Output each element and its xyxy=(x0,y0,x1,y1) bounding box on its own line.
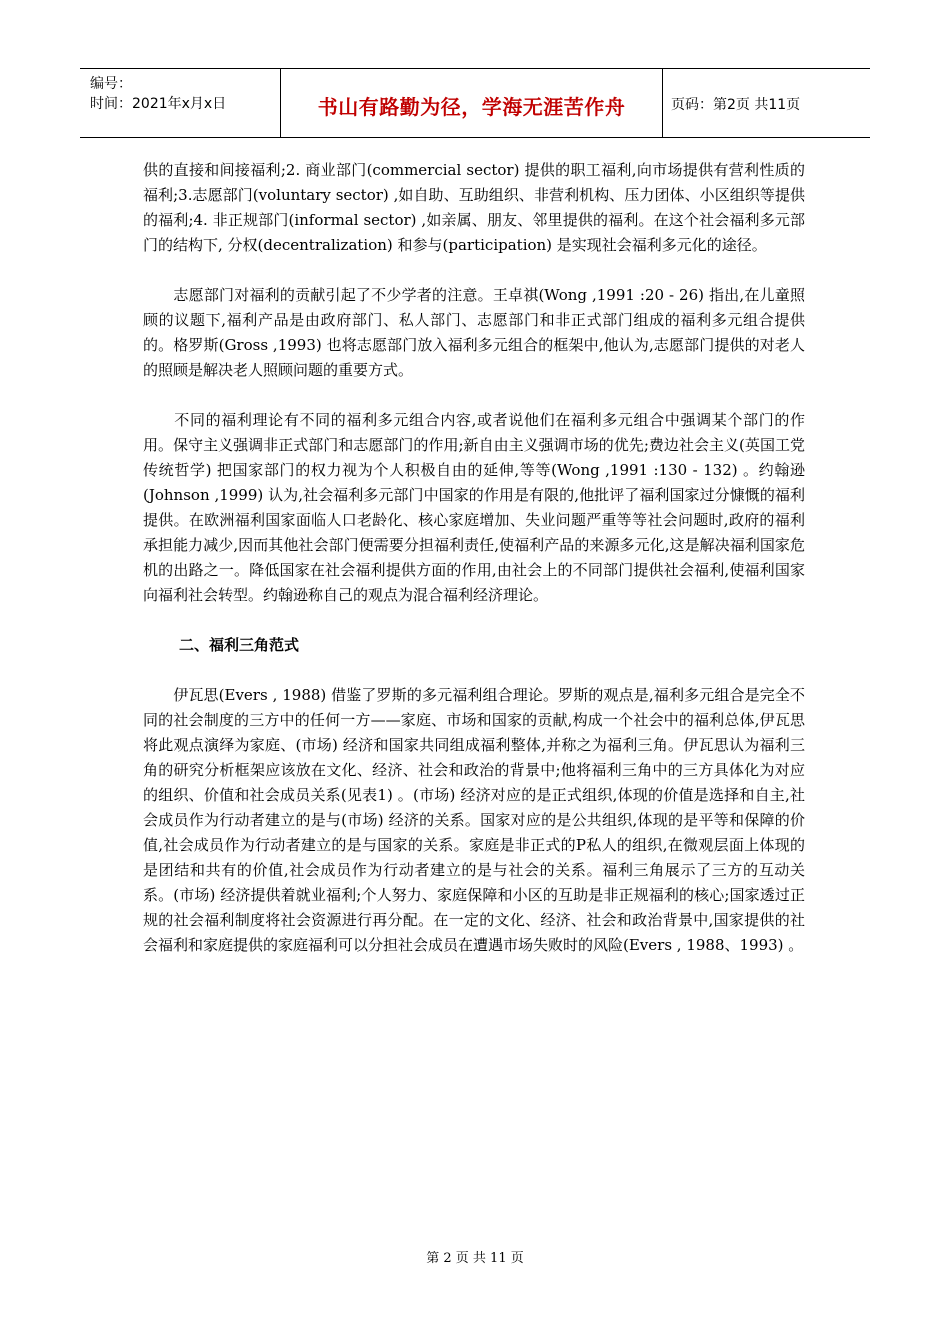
page-footer: 第 2 页 共 11 页 xyxy=(426,1251,524,1266)
header-motto-cell xyxy=(281,69,663,137)
header-page-cell xyxy=(663,69,870,137)
section-heading: 二、福利三角范式 xyxy=(179,636,300,654)
paragraph: 供的直接和间接福利;2. 商业部门(commercial sector) 提供的职工福利,向市场提供有营利性质的福利;3.志愿部门(voluntary sector) ,如自助、互助组织、非营利机构、压力团体、小区组织等提供的福利;4. 非正规部门(informal sector) ,如亲属、朋友、邻里提供的福利。在这个社会福利多元部门的结构下, 分权(decentralization) 和参与(participation) 是实现社会福利多元化的途径。 xyxy=(143,161,805,254)
document-date-label: 时间：2021年x月x日 xyxy=(90,96,227,112)
paragraph: 不同的福利理论有不同的福利多元组合内容,或者说他们在福利多元组合中强调某个部门的作用。保守主义强调非正式部门和志愿部门的作用;新自由主义强调市场的优先;费边社会主义(英国工党传统哲学) 把国家部门的权力视为个人积极自由的延伸,等等(Wong ,1991 :130 - 132) 。约翰逊(Johnson ,1999) 认为,社会福利多元部门中国家的作用是有限的,他批评了福利国家过分慷慨的福利提供。在欧洲福利国家面临人口老龄化、核心家庭增加、失业问题严重等等社会问题时,政府的福利承担能力减少,因而其他社会部门便需要分担福利责任,使福利产品的来源多元化,这是解决福利国家危机的出路之一。降低国家在社会福利提供方面的作用,由社会上的不同部门提供社会福利,使福利国家向福利社会转型。约翰逊称自己的观点为混合福利经济理论。 xyxy=(143,411,805,604)
header-info-cell xyxy=(80,69,281,137)
paragraph: 伊瓦思(Evers , 1988) 借鉴了罗斯的多元福利组合理论。罗斯的观点是,福利多元组合是完全不同的社会制度的三方中的任何一方——家庭、市场和国家的贡献,构成一个社会中的福利总体,伊瓦思将此观点演绎为家庭、(市场) 经济和国家共同组成福利整体,并称之为福利三角。伊瓦思认为福利三角的研究分析框架应该放在文化、经济、社会和政治的背景中;他将福利三角中的三方具体化为对应的组织、价值和社会成员关系(见表1) 。(市场) 经济对应的是正式组织,体现的价值是选择和自主,社会成员作为行动者建立的是与(市场) 经济的关系。国家对应的是公共组织,体现的是平等和保障的价值,社会成员作为行动者建立的是与国家的关系。家庭是非正式的P私人的组织,在微观层面上体现的是团结和共有的价值,社会成员作为行动者建立的是与社会的关系。福利三角展示了三方的互动关系。(市场) 经济提供着就业福利;个人努力、家庭保障和小区的互助是非正规福利的核心;国家透过正规的社会福利制度将社会资源进行再分配。在一定的文化、经济、社会和政治背景中,国家提供的社会福利和家庭提供的家庭福利可以分担社会成员在遭遇市场失败时的风险(Evers , 1988、1993) 。 xyxy=(143,686,805,954)
document-number-label: 编号： xyxy=(90,76,132,92)
document-body xyxy=(143,158,805,958)
paragraph: 志愿部门对福利的贡献引起了不少学者的注意。王卓祺(Wong ,1991 :20 - 26) 指出,在儿童照顾的议题下,福利产品是由政府部门、私人部门、志愿部门和非正式部门组成的福利多元组合提供的。格罗斯(Gross ,1993) 也将志愿部门放入福利多元组合的框架中,他认为,志愿部门提供的对老人的照顾是解决老人照顾问题的重要方式。 xyxy=(143,286,805,379)
header-motto: 书山有路勤为径，学海无涯苦作舟 xyxy=(317,95,626,119)
header-page-number: 页码：第2页 共11页 xyxy=(671,97,801,113)
page-header xyxy=(80,68,870,138)
